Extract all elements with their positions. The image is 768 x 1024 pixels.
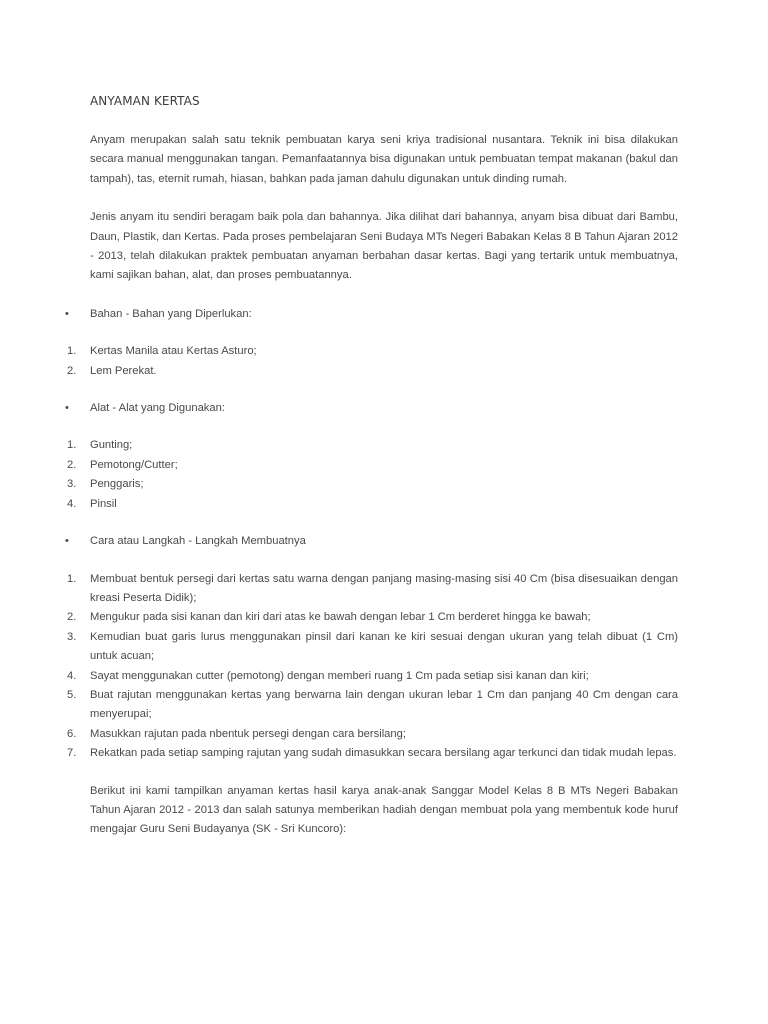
- list-item: [67, 456, 678, 475]
- list-number: 5.: [67, 688, 77, 701]
- list-number: 6.: [67, 727, 77, 740]
- section-heading-text: Cara atau Langkah - Langkah Membuatnya: [90, 535, 306, 548]
- list-number: 3.: [67, 630, 77, 643]
- list-number: 1.: [67, 345, 77, 358]
- bullet-marker: •: [65, 535, 69, 548]
- list-item: [67, 570, 678, 609]
- list-item-text: Gunting;: [90, 439, 133, 452]
- list-number: 2.: [67, 364, 77, 377]
- list-number: 1.: [67, 439, 77, 452]
- list-item-text: Mengukur pada sisi kanan dan kiri dari atas ke bawah dengan lebar 1 Cm berderet hingga ke bawah;: [90, 611, 591, 624]
- list-item-text: Lem Perekat.: [90, 364, 157, 377]
- list-item-text: Rekatkan pada setiap samping rajutan yang sudah dimasukkan secara bersilang agar terkunci dan tidak mudah lepas.: [90, 747, 677, 760]
- list-item-text: Pinsil: [90, 497, 117, 510]
- list-item: [67, 628, 678, 667]
- document-title: ANYAMAN KERTAS: [90, 94, 200, 108]
- list-item: [67, 342, 678, 361]
- materials-list: [67, 342, 678, 381]
- list-item: [67, 436, 678, 455]
- list-number: 1.: [67, 572, 77, 585]
- list-number: 7.: [67, 747, 77, 760]
- bullet-marker: •: [65, 402, 69, 415]
- list-item-text: Pemotong/Cutter;: [90, 458, 178, 471]
- list-item-text: Kertas Manila atau Kertas Asturo;: [90, 345, 257, 358]
- section-heading-tools: [65, 399, 678, 418]
- list-number: 4.: [67, 497, 77, 510]
- tools-list: [67, 436, 678, 514]
- intro-paragraph: Anyam merupakan salah satu teknik pembuatan karya seni kriya tradisional nusantara. Teknik ini bisa dilakukan secara manual menggunakan tangan. Pemanfaatannya bisa digunakan untuk pembuatan tempat makanan (bakul dan tampah), tas, eternit rumah, hiasan, bahkan pada jaman dahulu digunakan untuk dinding rumah.: [90, 134, 678, 185]
- list-item-text: Membuat bentuk persegi dari kertas satu warna dengan panjang masing-masing sisi 40 Cm (bisa disesuaikan dengan kreasi Peserta Didik);: [90, 572, 678, 604]
- list-item-text: Sayat menggunakan cutter (pemotong) dengan memberi ruang 1 Cm pada setiap sisi kanan dan kiri;: [90, 669, 589, 682]
- bullet-marker: •: [65, 307, 69, 320]
- list-item: [67, 686, 678, 725]
- section-heading-steps: [65, 532, 678, 551]
- list-number: 4.: [67, 669, 77, 682]
- materials-intro-paragraph: Jenis anyam itu sendiri beragam baik pola dan bahannya. Jika dilihat dari bahannya, anyam bisa dibuat dari Bambu, Daun, Plastik, dan Kertas. Pada proses pembelajaran Seni Budaya MTs Negeri Babakan Kelas 8 B Tahun Ajaran 2012 - 2013, telah dilakukan praktek pembuatan anyaman berbahan dasar kertas. Bagi yang tertarik untuk membuatnya, kami sajikan bahan, alat, dan proses pembuatannya.: [90, 211, 678, 282]
- closing-paragraph: Berikut ini kami tampilkan anyaman kertas hasil karya anak-anak Sanggar Model Kelas 8 B MTs Negeri Babakan Tahun Ajaran 2012 - 2013 dan salah satunya memberikan hadiah dengan membuat pola yang membentuk kode huruf mengajar Guru Seni Budayanya (SK - Sri Kuncoro):: [90, 784, 678, 836]
- list-number: 2.: [67, 611, 77, 624]
- list-number: 3.: [67, 478, 77, 491]
- list-item: [67, 667, 678, 686]
- list-item: [67, 725, 678, 744]
- steps-list: [67, 570, 678, 764]
- section-heading-text: Bahan - Bahan yang Diperlukan:: [90, 307, 252, 320]
- list-item: [67, 495, 678, 514]
- list-number: 2.: [67, 458, 77, 471]
- list-item: [67, 475, 678, 494]
- list-item-text: Kemudian buat garis lurus menggunakan pinsil dari kanan ke kiri sesuai dengan ukuran yang telah dibuat (1 Cm) untuk acuan;: [90, 630, 678, 663]
- section-heading-text: Alat - Alat yang Digunakan:: [90, 402, 225, 415]
- list-item: [67, 608, 678, 627]
- list-item-text: Buat rajutan menggunakan kertas yang berwarna lain dengan ukuran lebar 1 Cm dan panjang 40 Cm dengan cara menyerupai;: [90, 688, 678, 721]
- list-item-text: Masukkan rajutan pada nbentuk persegi dengan cara bersilang;: [90, 727, 406, 740]
- list-item: [67, 362, 678, 381]
- list-item-text: Penggaris;: [90, 478, 144, 491]
- list-item: [67, 744, 678, 763]
- section-heading-materials: [65, 305, 678, 324]
